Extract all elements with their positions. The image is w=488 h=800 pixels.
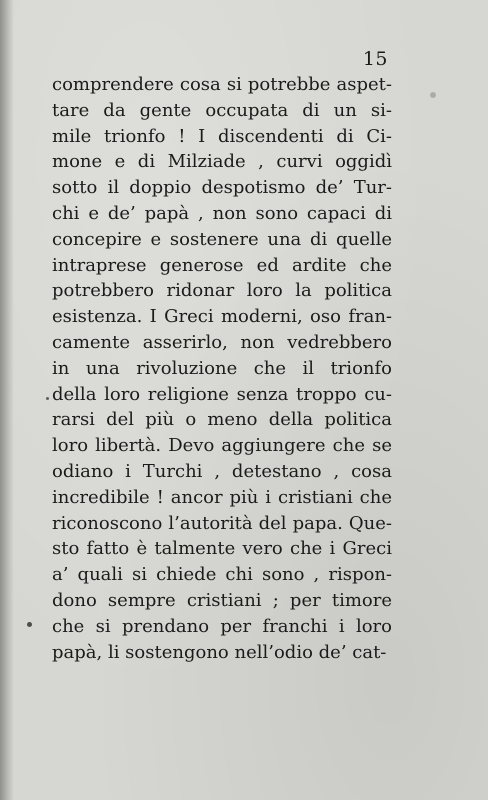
body-text	[52, 72, 392, 665]
text-line: sto fatto è talmente vero che i Greci	[52, 538, 392, 560]
text-line: riconoscono l’autorità del papa. Que-	[52, 512, 392, 534]
text-line: esistenza. I Greci moderni, oso fran-	[52, 306, 392, 328]
text-line: che si prendano per franchi i loro	[52, 615, 392, 637]
ink-speck	[27, 622, 32, 627]
text-line: odiano i Turchi , detestano , cosa	[52, 460, 392, 482]
ink-speck	[46, 397, 49, 400]
text-line: sotto il doppio despotismo de’ Tur-	[52, 177, 392, 199]
text-line: dono sempre cristiani ; per timore	[52, 589, 392, 611]
text-line: rarsi del più o meno della politica	[52, 409, 392, 431]
text-line: della loro religione senza troppo cu-	[52, 383, 392, 405]
text-line: in una rivoluzione che il trionfo	[52, 357, 392, 379]
text-line: loro libertà. Devo aggiungere che se	[52, 435, 392, 457]
text-line: tare da gente occupata di un si-	[52, 99, 392, 121]
text-line: papà, li sostengono nell’odio de’ cat-	[52, 641, 387, 663]
text-line: mile trionfo ! I discendenti di Ci-	[52, 125, 392, 147]
page-number: 15	[362, 48, 388, 70]
text-line: chi e de’ papà , non sono capaci di	[52, 202, 392, 224]
text-line: a’ quali si chiede chi sono , rispon-	[52, 564, 392, 586]
page-binding-edge	[0, 0, 14, 800]
ink-speck	[430, 92, 436, 98]
text-line: comprendere cosa si potrebbe aspet-	[52, 74, 392, 95]
text-line: intraprese generose ed ardite che	[52, 254, 392, 276]
text-line: potrebbero ridonar loro la politica	[52, 280, 392, 302]
text-line: camente asserirlo, non vedrebbero	[52, 331, 392, 353]
text-line: incredibile ! ancor più i cristiani che	[52, 486, 392, 508]
text-line: mone e di Milziade , curvi oggidì	[52, 151, 392, 173]
text-line: concepire e sostenere una di quelle	[52, 228, 392, 250]
